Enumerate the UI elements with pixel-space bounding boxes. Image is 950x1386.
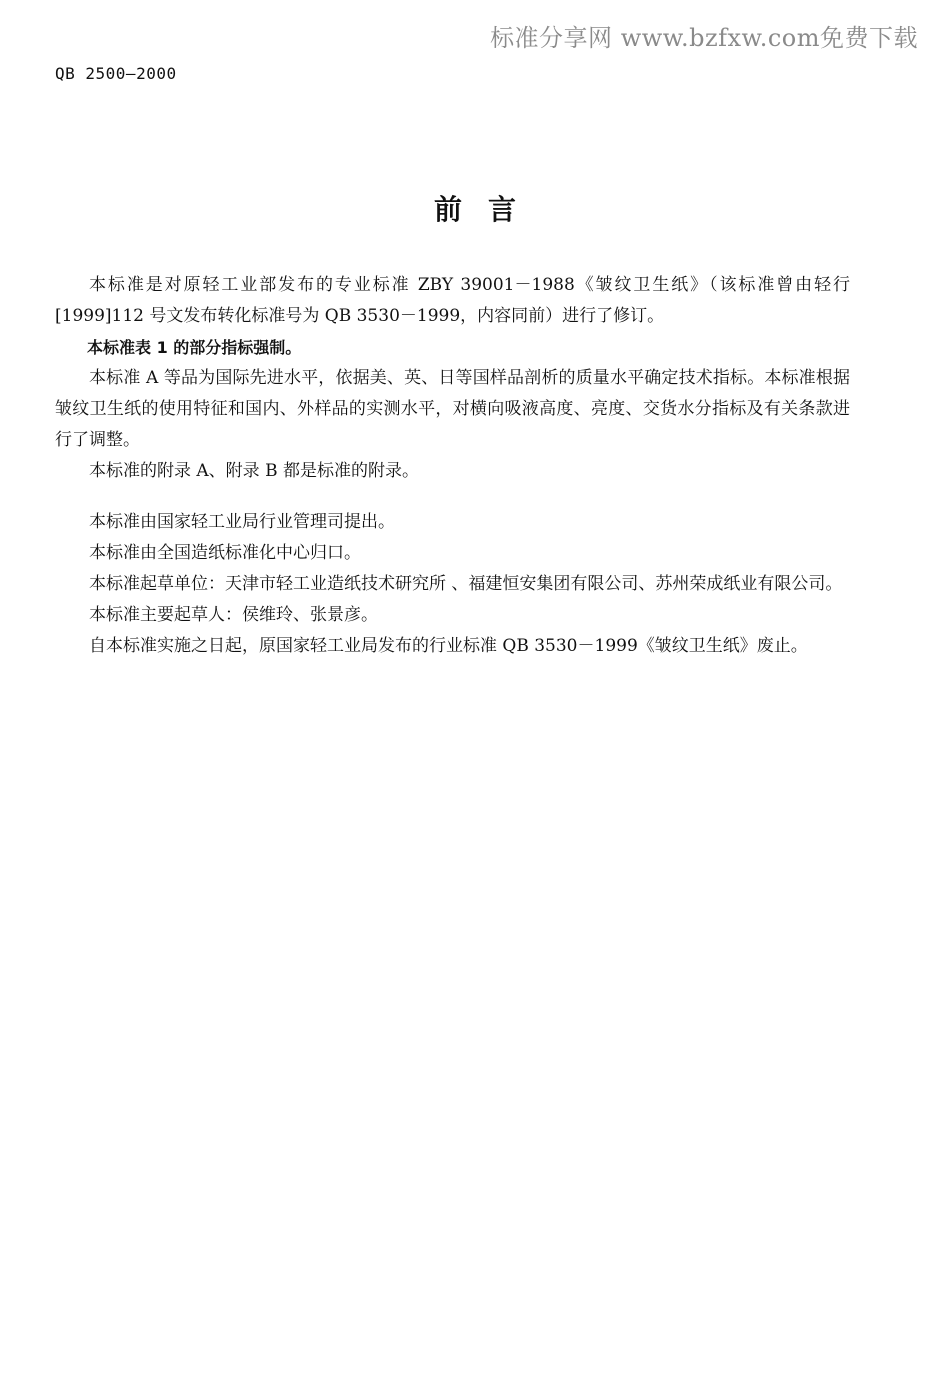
standard-code: QB 2500—2000 [55, 64, 177, 83]
paragraph-abolition: 自本标准实施之日起，原国家轻工业局发布的行业标准 QB 3530－1999《皱纹卫生纸》废止。 [89, 636, 808, 656]
paragraph-proposer: 本标准由国家轻工业局行业管理司提出。 [89, 512, 395, 532]
watermark-text: 标准分享网 www.bzfxw.com免费下载 [490, 24, 918, 52]
paragraph-centralized-unit: 本标准由全国造纸标准化中心归口。 [89, 543, 361, 563]
paragraph-drafting-units: 本标准起草单位：天津市轻工业造纸技术研究所 、福建恒安集团有限公司、苏州荣成纸业有限公司。 [89, 574, 843, 594]
paragraph-revision-note: 本标准是对原轻工业部发布的专业标准 ZBY 39001－1988《皱纹卫生纸》（该标准曾由轻行[1999]112 号文发布转化标准号为 QB 3530－1999，内容同前）进行了修订。 [55, 275, 850, 326]
paragraph-drafters: 本标准主要起草人：侯维玲、张景彦。 [89, 605, 378, 625]
paragraph-grade-level: 本标准 A 等品为国际先进水平，依据美、英、日等国样品剖析的质量水平确定技术指标。本标准根据皱纹卫生纸的使用特征和国内、外样品的实测水平，对横向吸液高度、亮度、交货水分指标及有关条款进行了调整。 [55, 368, 850, 450]
foreword-body [55, 270, 850, 662]
page-title: 前言 [433, 193, 542, 226]
paragraph-mandatory-indicators: 本标准表 1 的部分指标强制。 [87, 338, 302, 357]
paragraph-appendix-note: 本标准的附录 A、附录 B 都是标准的附录。 [89, 461, 419, 481]
paragraph-spacer [55, 487, 850, 507]
